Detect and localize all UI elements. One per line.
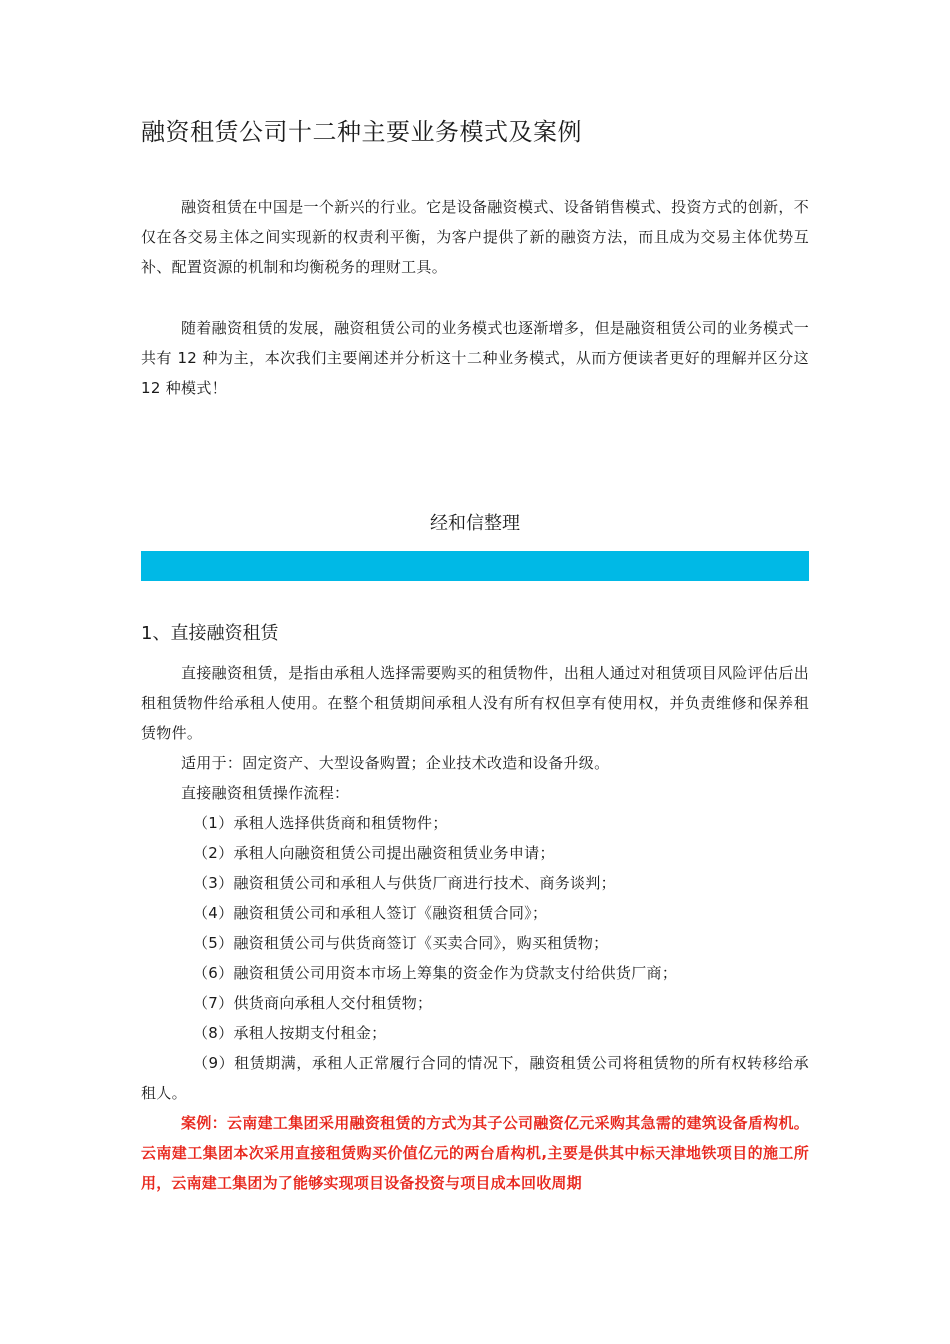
process-title: 直接融资租赁操作流程：	[181, 784, 350, 802]
process-step: （2）承租人向融资租赁公司提出融资租赁业务申请；	[193, 844, 555, 862]
intro-paragraph-2: 随着融资租赁的发展，融资租赁公司的业务模式也逐渐增多，但是融资租赁公司的业务模式一共有 12 种为主，本次我们主要阐述并分析这十二种业务模式，从而方便读者更好的理解并区分这 12 种模式！	[141, 319, 809, 397]
section-heading: 1、直接融资租赁	[141, 623, 279, 644]
process-step: （4）融资租赁公司和承租人签订《融资租赁合同》；	[193, 904, 548, 922]
section-body	[141, 658, 809, 1198]
accent-divider-bar	[141, 551, 809, 581]
process-step: （6）融资租赁公司用资本市场上筹集的资金作为贷款支付给供货厂商；	[193, 964, 678, 982]
process-step: （9）租赁期满，承租人正常履行合同的情况下，融资租赁公司将租赁物的所有权转移给承租人。	[141, 1054, 809, 1102]
process-step: （7）供货商向承租人交付租赁物；	[193, 994, 433, 1012]
case-study: 案例：云南建工集团采用融资租赁的方式为其子公司融资亿元采购其急需的建筑设备盾构机。云南建工集团本次采用直接租赁购买价值亿元的两台盾构机,主要是供其中标天津地铁项目的施工所用，云南建工集团为了能够实现项目设备投资与项目成本回收周期	[141, 1114, 809, 1192]
section-definition: 直接融资租赁，是指由承租人选择需要购买的租赁物件，出租人通过对租赁项目风险评估后出租租赁物件给承租人使用。在整个租赁期间承租人没有所有权但享有使用权，并负责维修和保养租赁物件。	[141, 664, 809, 742]
section-applicable: 适用于：固定资产、大型设备购置；企业技术改造和设备升级。	[181, 754, 610, 772]
process-step: （3）融资租赁公司和承租人与供货厂商进行技术、商务谈判；	[193, 874, 616, 892]
document-title: 融资租赁公司十二种主要业务模式及案例	[141, 118, 582, 146]
intro-paragraph-1: 融资租赁在中国是一个新兴的行业。它是设备融资模式、设备销售模式、投资方式的创新，不仅在各交易主体之间实现新的权责利平衡，为客户提供了新的融资方法，而且成为交易主体优势互补、配置资源的机制和均衡税务的理财工具。	[141, 198, 809, 276]
process-step: （5）融资租赁公司与供货商签订《买卖合同》，购买租赁物；	[193, 934, 609, 952]
process-step: （1）承租人选择供货商和租赁物件；	[193, 814, 448, 832]
compiler-credit: 经和信整理	[430, 513, 520, 534]
process-step: （8）承租人按期支付租金；	[193, 1024, 387, 1042]
